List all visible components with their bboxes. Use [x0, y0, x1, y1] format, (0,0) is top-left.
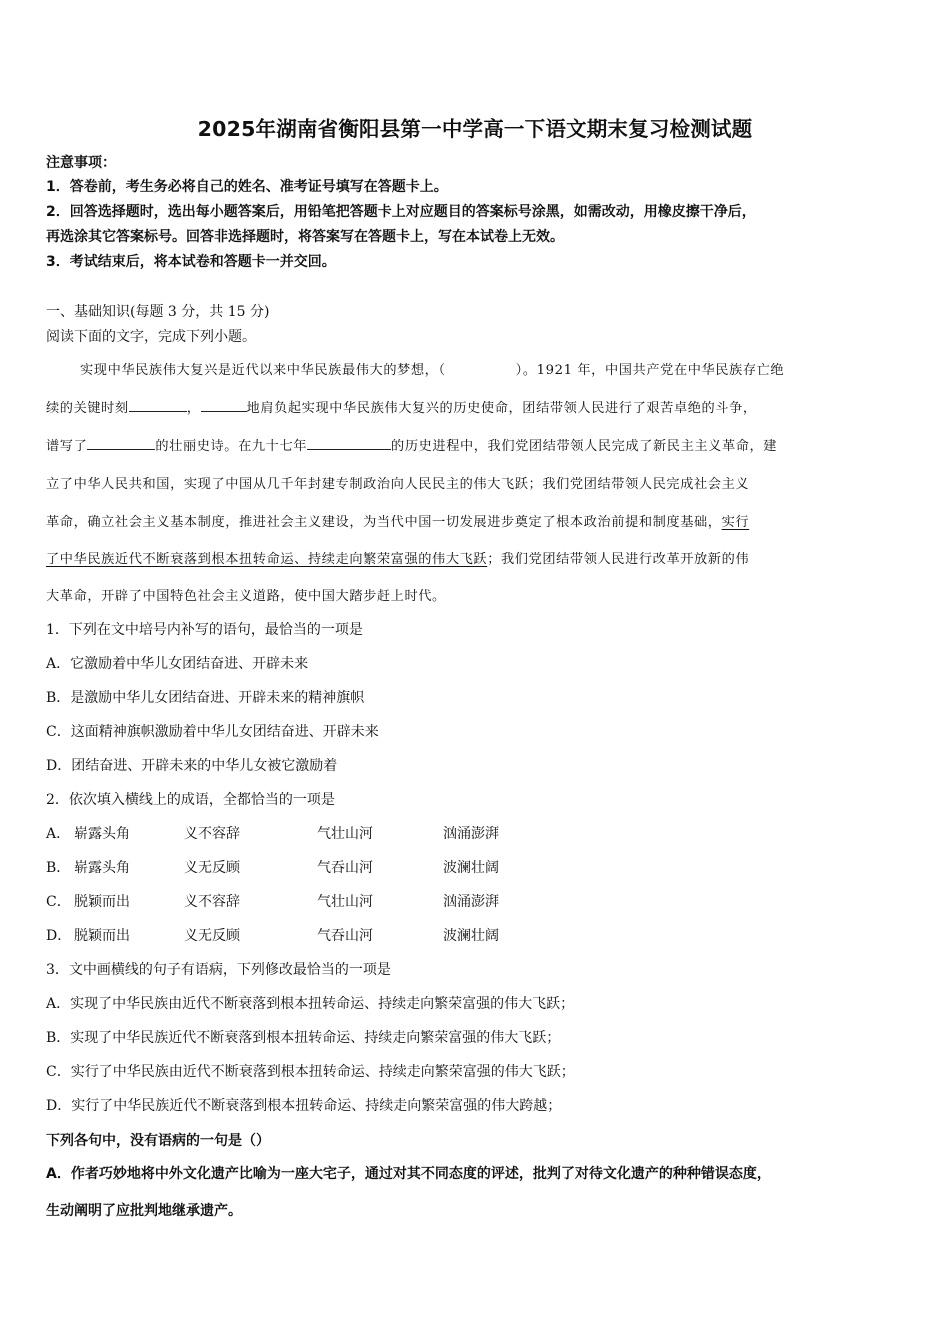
passage-line-3	[46, 435, 906, 454]
idiom-4: 波澜壮阔	[443, 928, 499, 944]
idiom-2: 义不容辞	[184, 826, 240, 842]
idiom-3: 气吞山河	[317, 928, 373, 944]
option-label: A．	[46, 826, 71, 842]
option-label: D．	[46, 928, 72, 944]
passage-text: ；我们党团结带领人民进行改革开放新的伟	[487, 552, 750, 567]
q1-option-d[interactable]: D．团结奋进、开辟未来的中华儿女被它激励着	[46, 758, 338, 774]
idiom-3: 气吞山河	[317, 860, 373, 876]
fill-blank	[307, 436, 391, 450]
idiom-1: 脱颖而出	[74, 928, 130, 944]
notice-item-3: 3．考试结束后，将本试卷和答题卡一并交回。	[46, 254, 336, 270]
passage-text: 地肩负起实现中华民族伟大复兴的历史使命，团结带领人民进行了艰苦卓绝的斗争，	[246, 401, 757, 416]
passage-line-1	[80, 359, 940, 378]
idiom-4: 汹涌澎湃	[443, 826, 499, 842]
passage-text: 革命，确立社会主义基本制度，推进社会主义建设，为当代中国一切发展进步奠定了根本政治前提和制度基础，	[46, 515, 722, 530]
passage-line-5	[46, 511, 906, 530]
q3-option-d[interactable]: D．实行了中华民族近代不断衰落到根本扭转命运、持续走向繁荣富强的伟大跨越；	[46, 1098, 562, 1114]
passage-line-4: 立了中华人民共和国，实现了中国从几千年封建专制政治向人民民主的伟大飞跃；我们党团结带领人民完成社会主义	[46, 477, 750, 492]
q1-stem: 1．下列在文中培号内补写的语句，最恰当的一项是	[46, 622, 363, 638]
passage-line-2	[46, 397, 906, 416]
q3-stem: 3．文中画横线的句子有语病，下列修改最恰当的一项是	[46, 962, 391, 978]
q4-option-a[interactable]: A．作者巧妙地将中外文化遗产比喻为一座大宅子，通过对其不同态度的评述，批判了对待文化遗产的种种错误态度，	[46, 1166, 771, 1182]
q2-stem: 2．依次填入横线上的成语，全都恰当的一项是	[46, 792, 335, 808]
fill-blank	[201, 398, 247, 412]
q1-option-a[interactable]: A．它激励着中华儿女团结奋进、开辟未来	[46, 656, 309, 672]
passage-text: 实现中华民族伟大复兴是近代以来中华民族最伟大的梦想，（	[80, 363, 446, 378]
q4-stem: 下列各句中，没有语病的一句是（）	[46, 1133, 270, 1149]
idiom-1: 崭露头角	[74, 826, 130, 842]
q3-option-c[interactable]: C．实行了中华民族由近代不断衰落到根本扭转命运、持续走向繁荣富强的伟大飞跃；	[46, 1064, 575, 1080]
option-label: C．	[46, 894, 71, 910]
notice-item-2: 2．回答选择题时，选出每小题答案后，用铅笔把答题卡上对应题目的答案标号涂黑，如需改动，用橡皮擦干净后，	[46, 204, 756, 220]
idiom-3: 气壮山河	[317, 894, 373, 910]
passage-text: 的历史进程中，我们党团结带领人民完成了新民主主义革命，建	[391, 439, 778, 454]
idiom-3: 气壮山河	[317, 826, 373, 842]
exam-title: 2025年湖南省衡阳县第一中学高一下语文期末复习检测试题	[197, 117, 753, 141]
idiom-1: 崭露头角	[74, 860, 130, 876]
passage-text: ）。1921 年，中国共产党在中华民族存亡绝	[515, 363, 785, 378]
fill-blank	[87, 436, 155, 450]
underlined-sentence: 了中华民族近代不断衰落到根本扭转命运、持续走向繁荣富强的伟大飞跃	[46, 552, 488, 567]
q3-option-b[interactable]: B．实现了中华民族近代不断衰落到根本扭转命运、持续走向繁荣富强的伟大飞跃；	[46, 1030, 561, 1046]
passage-line-7: 大革命，开辟了中国特色社会主义道路，使中国大踏步赶上时代。	[46, 589, 446, 604]
passage-text: ，	[186, 401, 201, 416]
idiom-2: 义无反顾	[184, 860, 240, 876]
idiom-2: 义无反顾	[184, 928, 240, 944]
passage-line-6	[46, 548, 906, 567]
idiom-4: 汹涌澎湃	[443, 894, 499, 910]
section-heading: 一、基础知识(每题 3 分，共 15 分)	[46, 304, 270, 320]
passage-text: 的壮丽史诗。在九十七年	[155, 439, 308, 454]
q1-option-b[interactable]: B．是激励中华儿女团结奋进、开辟未来的精神旗帜	[46, 690, 365, 706]
passage-text: 谱写了	[46, 439, 88, 454]
idiom-1: 脱颖而出	[74, 894, 130, 910]
notice-item-1: 1．答卷前，考生务必将自己的姓名、准考证号填写在答题卡上。	[46, 179, 448, 195]
fill-blank	[129, 398, 187, 412]
underlined-sentence: 实行	[721, 515, 750, 530]
q1-option-c[interactable]: C．这面精神旗帜激励着中华儿女团结奋进、开辟未来	[46, 724, 379, 740]
passage-text: 续的关键时刻	[46, 401, 129, 416]
idiom-2: 义不容辞	[184, 894, 240, 910]
q4-option-a-cont[interactable]: 生动阐明了应批判地继承遗产。	[46, 1203, 242, 1219]
notice-item-2-cont: 再选涂其它答案标号。回答非选择题时，将答案写在答题卡上，写在本试卷上无效。	[46, 229, 564, 245]
notice-heading: 注意事项：	[46, 155, 116, 171]
idiom-4: 波澜壮阔	[443, 860, 499, 876]
q3-option-a[interactable]: A．实现了中华民族由近代不断衰落到根本扭转命运、持续走向繁荣富强的伟大飞跃；	[46, 996, 575, 1012]
option-label: B．	[46, 860, 71, 876]
reading-instruction: 阅读下面的文字，完成下列小题。	[46, 329, 256, 345]
